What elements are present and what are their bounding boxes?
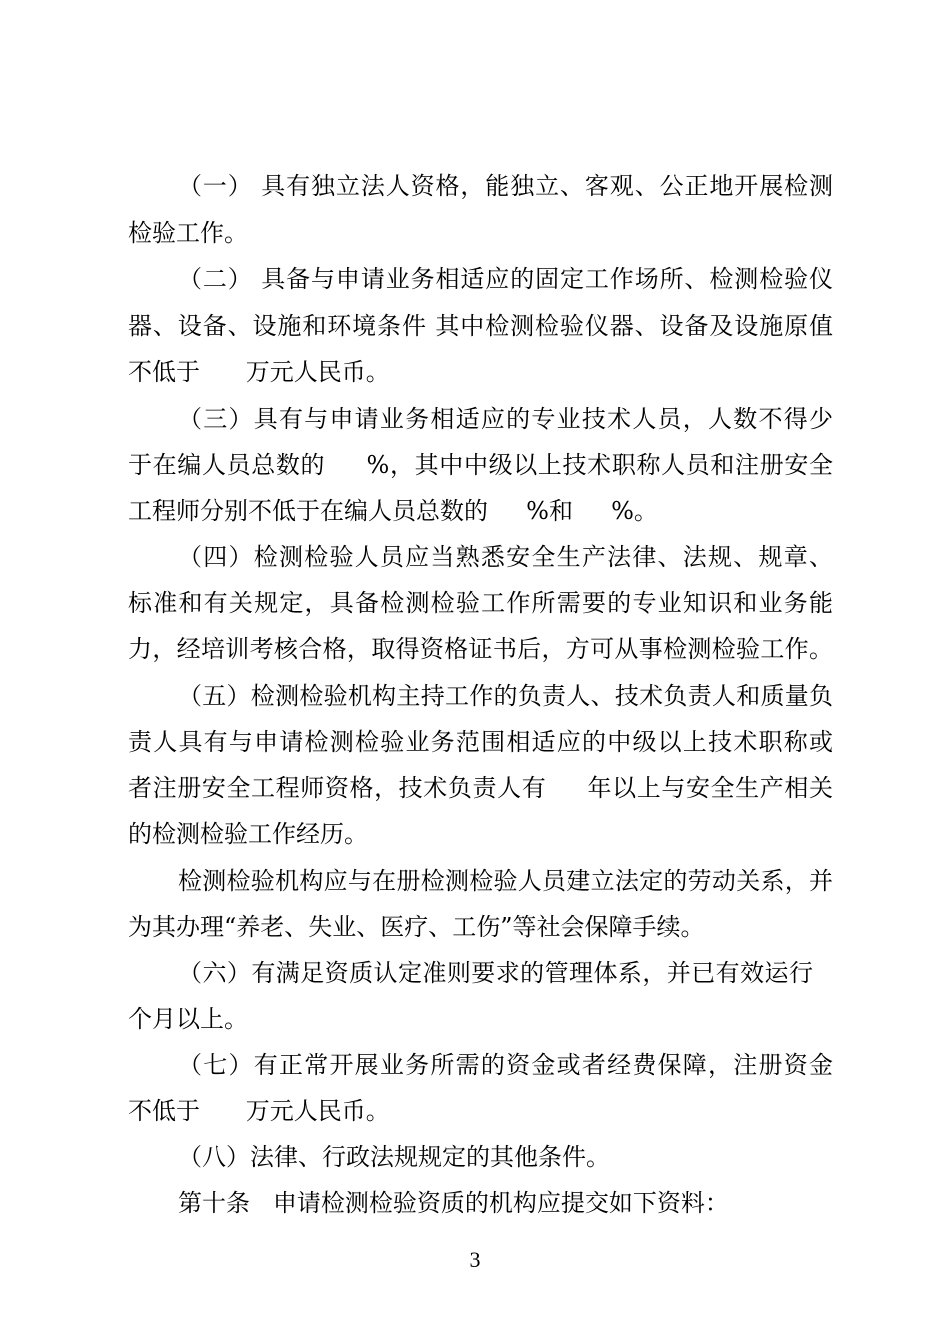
text-line: 的检测检验工作经历。 xyxy=(128,820,368,848)
text-line: （二） 具备与申请业务相适应的固定工作场所、检测检验仪 xyxy=(178,265,833,293)
text-line: （三）具有与申请业务相适应的专业技术人员，人数不得少 xyxy=(178,405,833,433)
text-line: 器、设备、设施和环境条件 其中检测检验仪器、设备及设施原值 xyxy=(128,312,833,340)
text-line: （五）检测检验机构主持工作的负责人、技术负责人和质量负 xyxy=(178,682,833,710)
text-line: 于在编人员总数的 %，其中中级以上技术职称人员和注册安全 xyxy=(128,451,833,479)
text-line: 不低于 万元人民币。 xyxy=(128,358,390,386)
text-line: 检测检验机构应与在册检测检验人员建立法定的劳动关系，并 xyxy=(178,867,833,895)
text-line: 检验工作。 xyxy=(128,219,248,247)
text-line: 者注册安全工程师资格，技术负责人有 年以上与安全生产相关 xyxy=(128,774,833,802)
text-line: 力，经培训考核合格，取得资格证书后，方可从事检测检验工作。 xyxy=(128,635,833,663)
page-number: 3 xyxy=(469,1247,481,1272)
text-line: （四）检测检验人员应当熟悉安全生产法律、法规、规章、 xyxy=(178,543,833,571)
text-line: 不低于 万元人民币。 xyxy=(128,1097,390,1125)
text-line: 第十条 申请检测检验资质的机构应提交如下资料： xyxy=(178,1189,729,1217)
text-line: （六）有满足资质认定准则要求的管理体系，并已有效运行 xyxy=(178,959,813,987)
text-line: 个月以上。 xyxy=(128,1005,248,1033)
text-line: （一） 具有独立法人资格，能独立、客观、公正地开展检测 xyxy=(178,172,833,200)
text-line: （八）法律、行政法规规定的其他条件。 xyxy=(178,1143,610,1171)
text-line: （七）有正常开展业务所需的资金或者经费保障，注册资金 xyxy=(178,1051,833,1079)
text-line: 工程师分别不低于在编人员总数的 %和 %。 xyxy=(128,497,658,525)
text-line: 标准和有关规定，具备检测检验工作所需要的专业知识和业务能 xyxy=(128,589,833,617)
text-line: 为其办理“养老、失业、医疗、工伤”等社会保障手续。 xyxy=(128,913,705,941)
text-line: 责人具有与申请检测检验业务范围相适应的中级以上技术职称或 xyxy=(128,728,833,756)
